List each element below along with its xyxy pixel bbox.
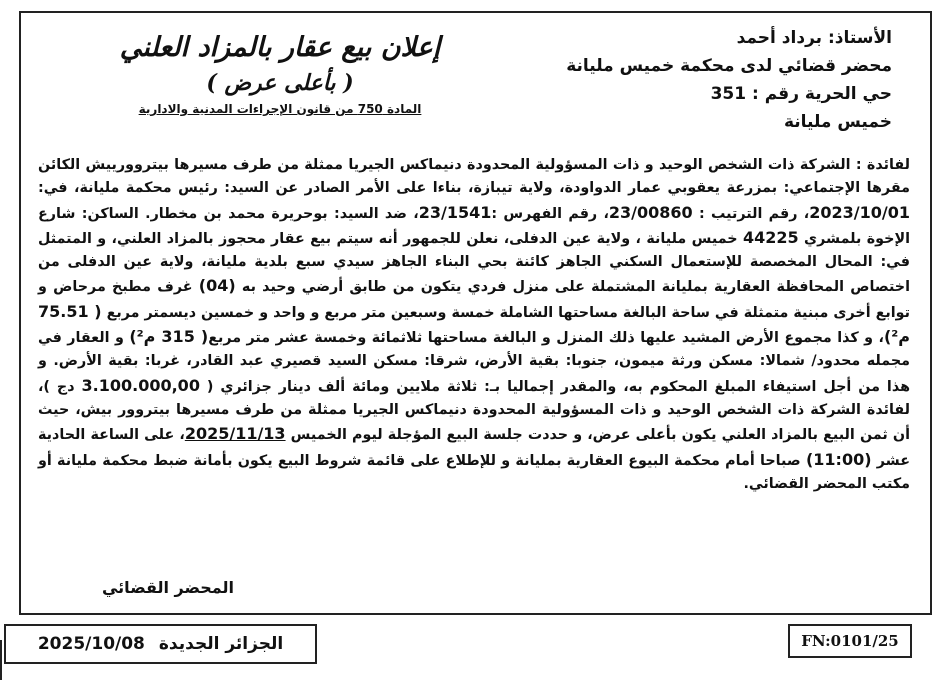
footer-fn-box xyxy=(788,624,912,658)
built-area: ( 75.51 م²) xyxy=(38,301,911,347)
body-text-9: دج )، لفائدة الشركة ذات الشخص الوحيد و ذات المسؤولية المحدودة دنيماكس الجيريا ممثلة من طرف مسيرها بيتروور بيش، حيث أن ثمن البيع بالمزاد العلني يكون بأعلى عرض، و حددت جلسة البيع المؤجلة ليوم الخميس xyxy=(38,378,910,444)
edge-line xyxy=(0,640,2,680)
bailiff-role: محضر قضائي لدى محكمة خميس مليانة xyxy=(566,56,892,76)
body-text-4: ، ضد السيد: بوحريرة محمد بن مخطار. الساكن: شارع الإخوة بلمشري xyxy=(38,205,910,247)
body-text-1: لفائدة : الشركة ذات الشخص الوحيد و ذات المسؤولية المحدودة دنيماكس الجيريا ممثلة من طرف مسيرها بيتروورييش الكائن مقرها الإجتماعي: بمزرعة يعقوبي عمار الدواودة، ولاية تيبازة، بناءا على الأمر الصادر عن السيد: رئيس محكمة مليانة، في: xyxy=(38,157,910,197)
publication-date: 2025/10/08 xyxy=(37,634,145,654)
body-text-10: ، على الساعة الحادية عشر xyxy=(38,427,911,469)
session-date: 2025/11/13 xyxy=(184,424,286,444)
body-text-5: خميس مليانة ، ولاية عين الدفلى، نعلن للجمهور أنه سيتم بيع عقار محجوز بالمزاد العلني، و المتمثل في: المحال المخصصة للإستعمال السكني الجاهز كائنة بحي البناء الجاهز سيدي سبع بلدية مليانة، ولاية عين الدفلى من اختصاص المحافظة العقارية بمليانة المشتملة على منزل فردي يتكون من طابق أرضي وحيد به xyxy=(38,230,911,296)
bailiff-city: خميس مليانة xyxy=(783,112,892,132)
body-text-7: ، و كذا مجموع الأرض المشيد عليها ذلك المنزل و البالغة مساحتها ثلاثمائة وخمسة عشر متر مربع xyxy=(208,330,884,347)
notice-title-block xyxy=(80,30,480,118)
notice-body xyxy=(38,154,910,496)
land-area: ( 315 م²) xyxy=(129,327,209,347)
body-text-6: غرف مطبخ مرحاض و توابع أخرى مبنية متمثلة في ساحة البالغة مساحتها الشاملة خمسة وسبعين متر مربع و واحد و خمسين ديسمتر مربع xyxy=(38,279,911,321)
street-number: 44225 xyxy=(742,227,799,247)
signoff: المحضر القضائي xyxy=(101,578,234,597)
amount: 3.100.000,00 xyxy=(81,375,200,395)
bailiff-header xyxy=(532,24,892,136)
fn-number: FN:0101/25 xyxy=(801,632,899,650)
body-text-3: ، رقم الفهرس : xyxy=(491,205,609,222)
order-date: 2023/10/01 xyxy=(809,202,910,222)
rooms-count: (04) xyxy=(198,276,236,296)
session-time: (11:00) xyxy=(805,449,872,469)
notice-subtitle: ( بأعلى عرض ) xyxy=(206,70,354,96)
bailiff-address: حي الحرية رقم : 351 xyxy=(710,84,892,104)
notice-title: إعلان بيع عقار بالمزاد العلني xyxy=(119,32,441,63)
footer-publication-box xyxy=(4,624,317,664)
index-number: 23/1541 xyxy=(418,202,492,222)
order-number: 23/00860 xyxy=(608,202,693,222)
bailiff-name: الأستاذ: برداد أحمد xyxy=(736,28,892,48)
newspaper-name: الجزائر الجديدة xyxy=(158,634,284,654)
body-text-2: ، رقم الترتيب : xyxy=(692,205,810,222)
body-text-8: و العقار في مجمله محدود/ شمالا: مسكن ورثة ميمون، جنوبا: بقية الأرض، شرقا: مسكن السيد قصيري عبد القادر، غربا: بقية الأرض. و هذا من أجل استيفاء المبلغ المحكوم به، والمقدر إجماليا بـ: ثلاثة ملايين ومائة ألف دينار جزائري ( xyxy=(38,330,911,395)
body-text-11: صباحا أمام محكمة البيوع العقارية بمليانة و للإطلاع على قائمة شروط البيع يكون بأمانة ضبط محكمة مليانة أو مكتب المحضر القضائي. xyxy=(38,452,910,492)
legal-reference: المادة 750 من قانون الإجراءات المدنية والادارية xyxy=(138,102,422,116)
